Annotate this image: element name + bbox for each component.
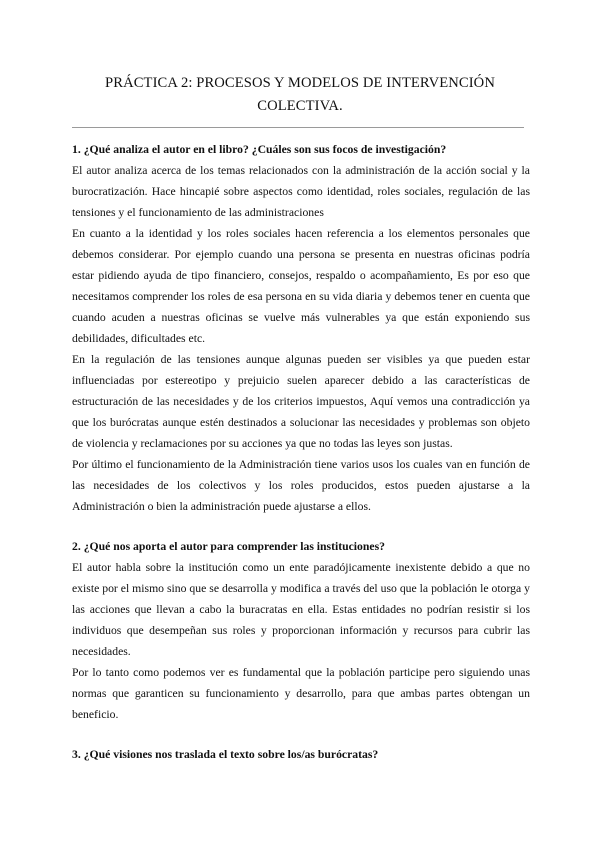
section-1-paragraph-3: En la regulación de las tensiones aunque algunas pueden ser visibles ya que pueden estar influenciadas por estereotipo y prejuicio suelen aparecer debido a las características de estructuración de las necesidades y de los criterios impuestos, Aquí vemos una contradicción ya que los burócratas aunque estén destinados a solucionar las necesidades y problemas son objeto de violencia y reclamaciones por su acciones ya que no todas las leyes son justas.: [72, 353, 530, 450]
section-spacer: [72, 725, 530, 744]
section-spacer: [72, 517, 530, 536]
question-2-heading: 2. ¿Qué nos aporta el autor para comprender las instituciones?: [72, 540, 385, 553]
question-1-heading: 1. ¿Qué analiza el autor en el libro? ¿Cuáles son sus focos de investigación?: [72, 143, 447, 156]
section-1-paragraph-1: El autor analiza acerca de los temas relacionados con la administración de la acción social y la burocratización. Hace hincapié sobre aspectos como identidad, roles sociales, regulación de las tensiones y el funcionamiento de las administraciones: [72, 164, 530, 219]
section-1-paragraph-2: En cuanto a la identidad y los roles sociales hacen referencia a los elementos personales que debemos considerar. Por ejemplo cuando una persona se presenta en nuestras oficinas podría estar pidiendo ayuda de tipo financiero, consejos, respaldo o acompañamiento, Es por eso que necesitamos comprender los roles de esa persona en su vida diaria y debemos tener en cuenta que cuando acuden a nuestras oficinas se vuelve más vulnerables ya que están exponiendo sus debilidades, dificultades etc.: [72, 227, 530, 345]
title-divider: [72, 127, 524, 128]
document-title: PRÁCTICA 2: PROCESOS Y MODELOS DE INTERVENCIÓN COLECTIVA.: [105, 75, 495, 114]
document-body: [72, 139, 530, 765]
section-2-paragraph-2: Por lo tanto como podemos ver es fundamental que la población participe pero siguiendo unas normas que garanticen su funcionamiento y desarrollo, para que ambas partes obtengan un beneficio.: [72, 666, 530, 721]
section-1-paragraph-4: Por último el funcionamiento de la Administración tiene varios usos los cuales van en función de las necesidades de los colectivos y los roles producidos, estos pueden ajustarse a la Administración o bien la administración puede ajustarse a ellos.: [72, 458, 530, 513]
question-3-heading: 3. ¿Qué visiones nos traslada el texto sobre los/as burócratas?: [72, 748, 379, 761]
section-2-paragraph-1: El autor habla sobre la institución como un ente paradójicamente inexistente debido a que no existe por el mismo sino que se desarrolla y modifica a través del uso que la población le otorga y las acciones que llevan a cabo la buracratas en ella. Estas entidades no podrían resistir si los individuos que desempeñan sus roles y proporcionan información y recursos para cubrir las necesidades.: [72, 561, 530, 658]
